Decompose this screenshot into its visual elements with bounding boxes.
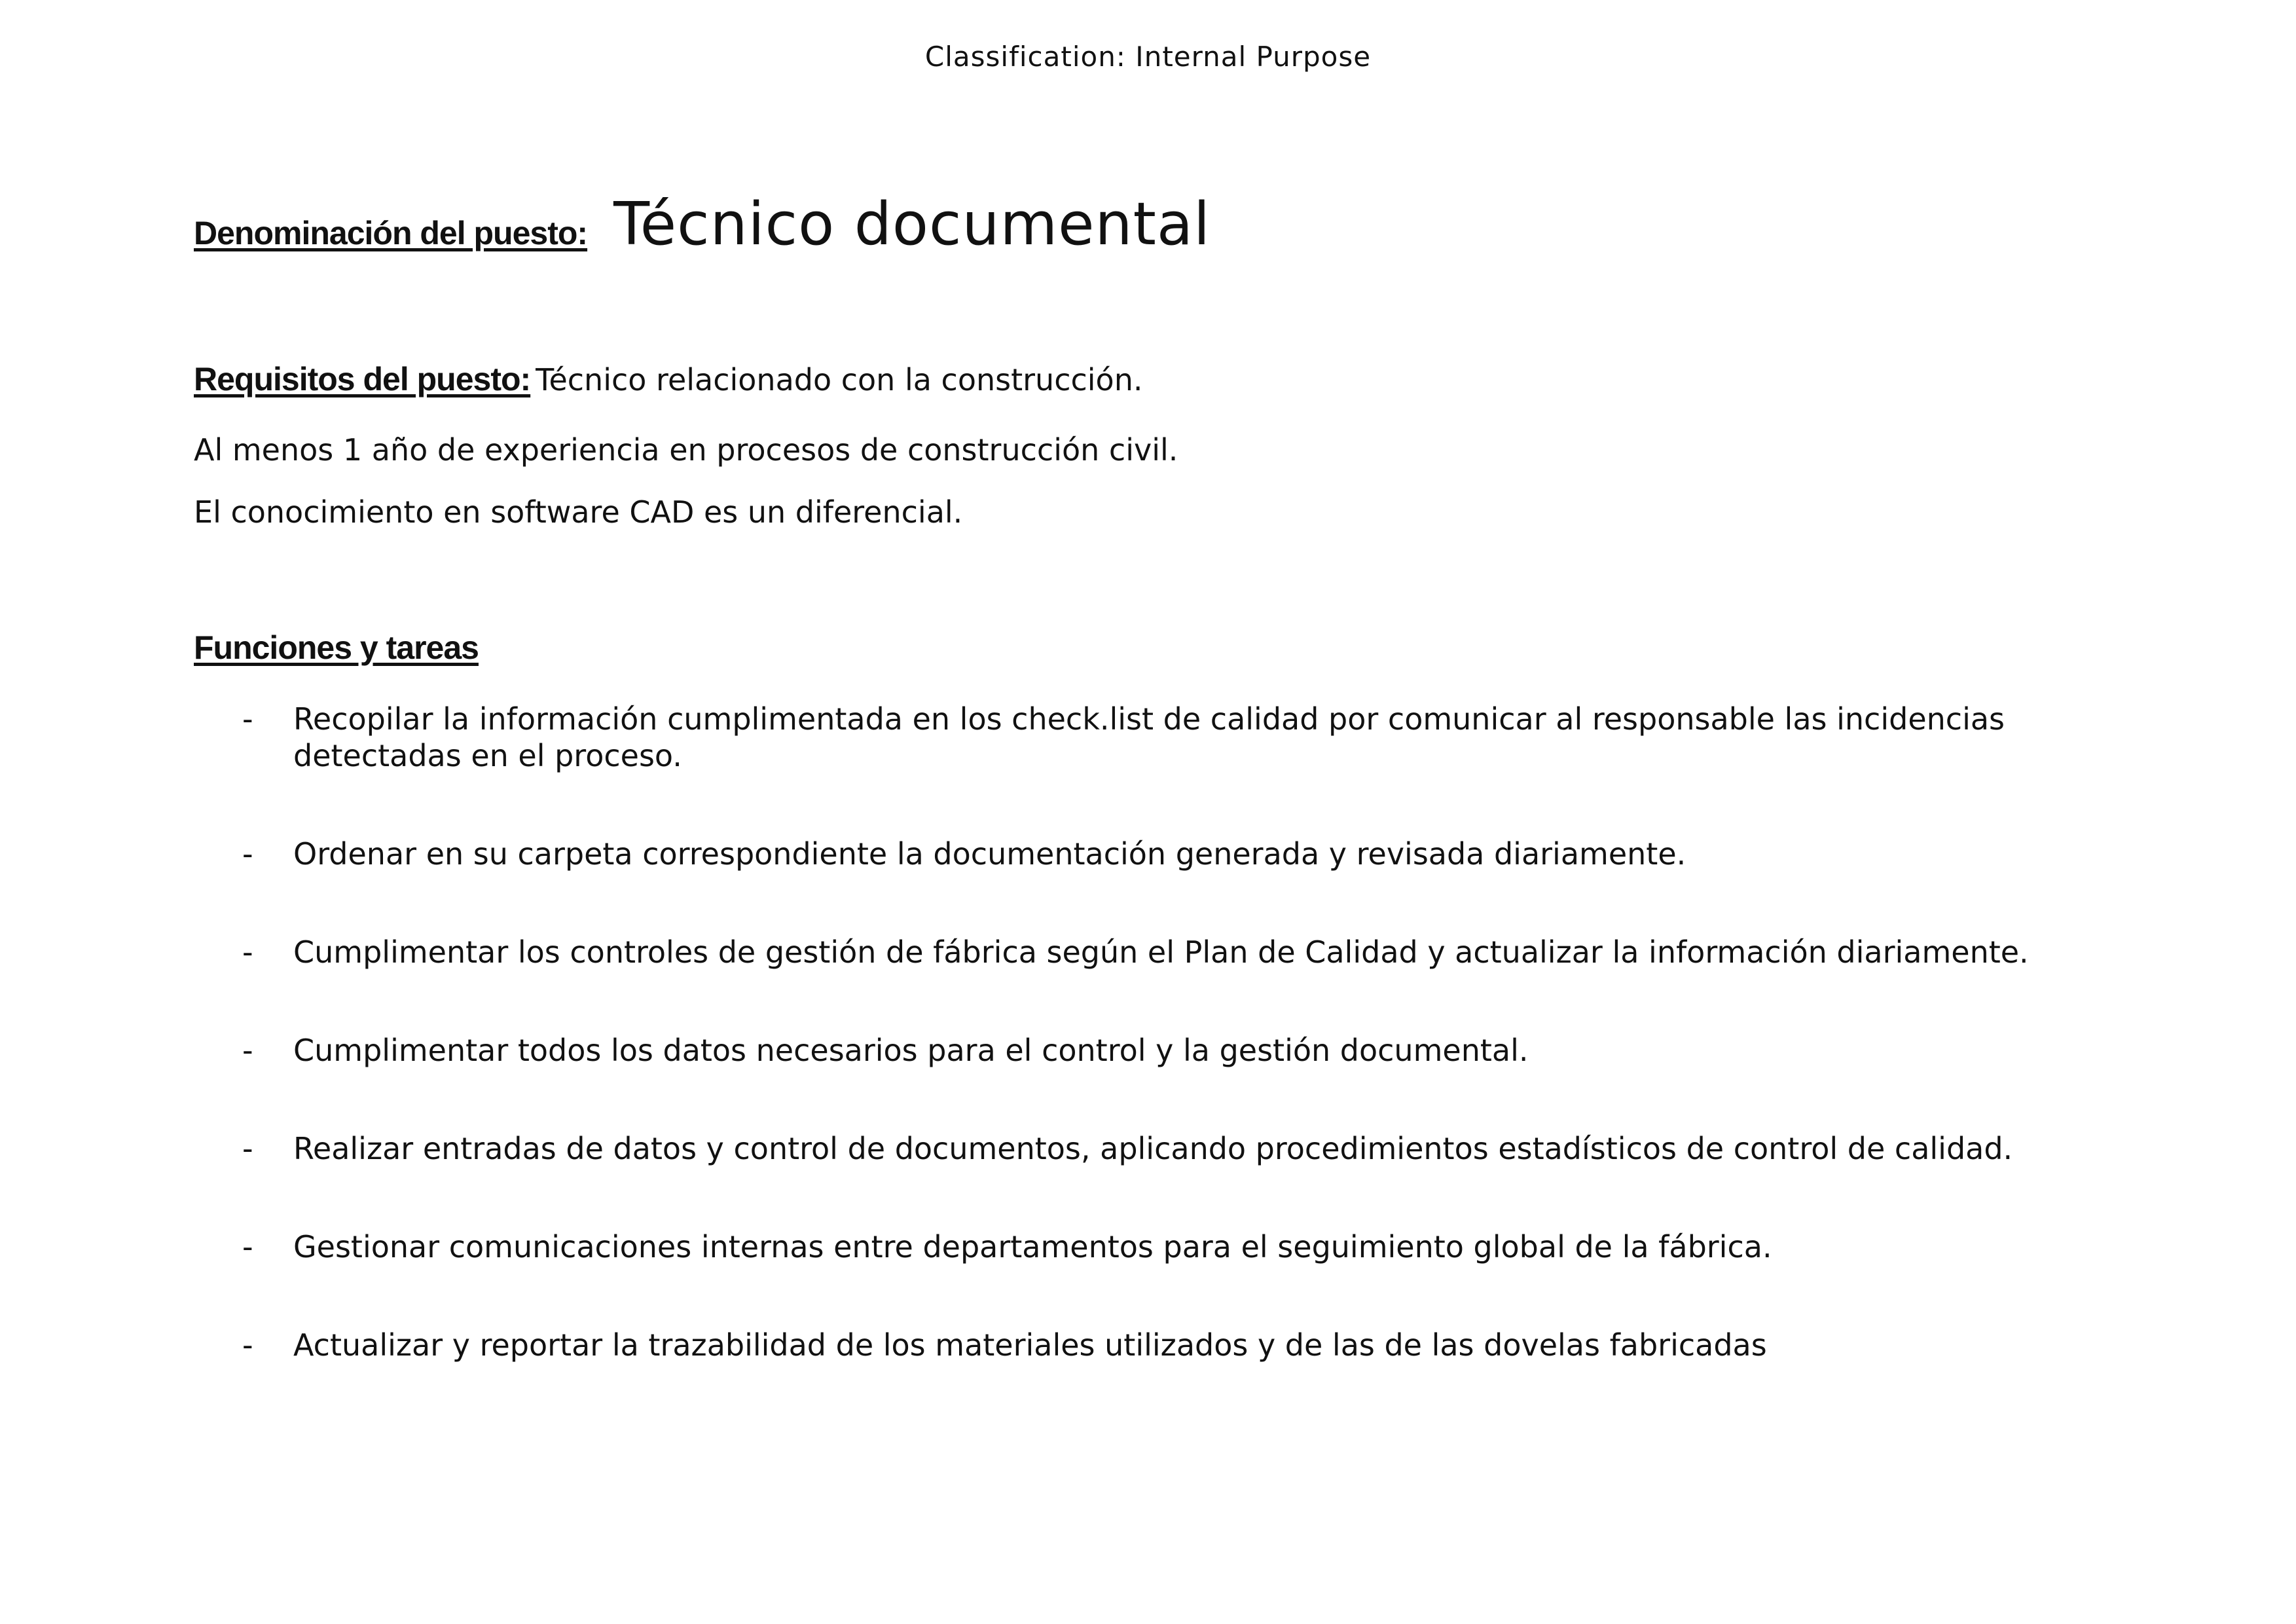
dash-bullet: -: [242, 1229, 253, 1264]
dash-bullet: -: [242, 1327, 253, 1363]
list-item: [242, 934, 2075, 970]
dash-bullet: -: [242, 934, 253, 970]
task-text: Actualizar y reportar la trazabilidad de los materiales utilizados y de las de las dovelas fabricadas: [293, 1327, 1767, 1363]
list-item: [242, 836, 2075, 872]
job-title-row: [194, 190, 1211, 259]
requirement-experience: Al menos 1 año de experiencia en procesos de construcción civil.: [194, 432, 1178, 468]
task-text: Gestionar comunicaciones internas entre departamentos para el seguimiento global de la fábrica.: [293, 1229, 1772, 1264]
job-title-value: Técnico documental: [613, 190, 1211, 259]
requirements-text: Técnico relacionado con la construcción.: [536, 362, 1143, 397]
task-text: Recopilar la información cumplimentada en los check.list de calidad por comunicar al responsable las incidencias detectadas en el proceso.: [293, 701, 2005, 773]
job-title-label: Denominación del puesto:: [194, 215, 588, 251]
requirement-cad: El conocimiento en software CAD es un diferencial.: [194, 494, 963, 530]
list-item: [242, 701, 2075, 774]
functions-heading: Funciones y tareas: [194, 629, 479, 666]
task-list: [242, 701, 2075, 1425]
task-text: Cumplimentar los controles de gestión de fábrica según el Plan de Calidad y actualizar la información diariamente.: [293, 934, 2029, 970]
dash-bullet: -: [242, 1131, 253, 1166]
task-text: Ordenar en su carpeta correspondiente la documentación generada y revisada diariamente.: [293, 836, 1686, 872]
task-text: Realizar entradas de datos y control de documentos, aplicando procedimientos estadísticos de control de calidad.: [293, 1131, 2013, 1166]
dash-bullet: -: [242, 836, 253, 872]
list-item: [242, 1228, 2075, 1265]
requirements-row: [194, 360, 1142, 398]
list-item: [242, 1327, 2075, 1363]
task-text: Cumplimentar todos los datos necesarios para el control y la gestión documental.: [293, 1033, 1529, 1068]
requirements-label: Requisitos del puesto:: [194, 361, 531, 397]
list-item: [242, 1032, 2075, 1069]
list-item: [242, 1130, 2075, 1167]
classification-header: Classification: Internal Purpose: [924, 41, 1372, 73]
dash-bullet: -: [242, 701, 253, 737]
dash-bullet: -: [242, 1033, 253, 1068]
